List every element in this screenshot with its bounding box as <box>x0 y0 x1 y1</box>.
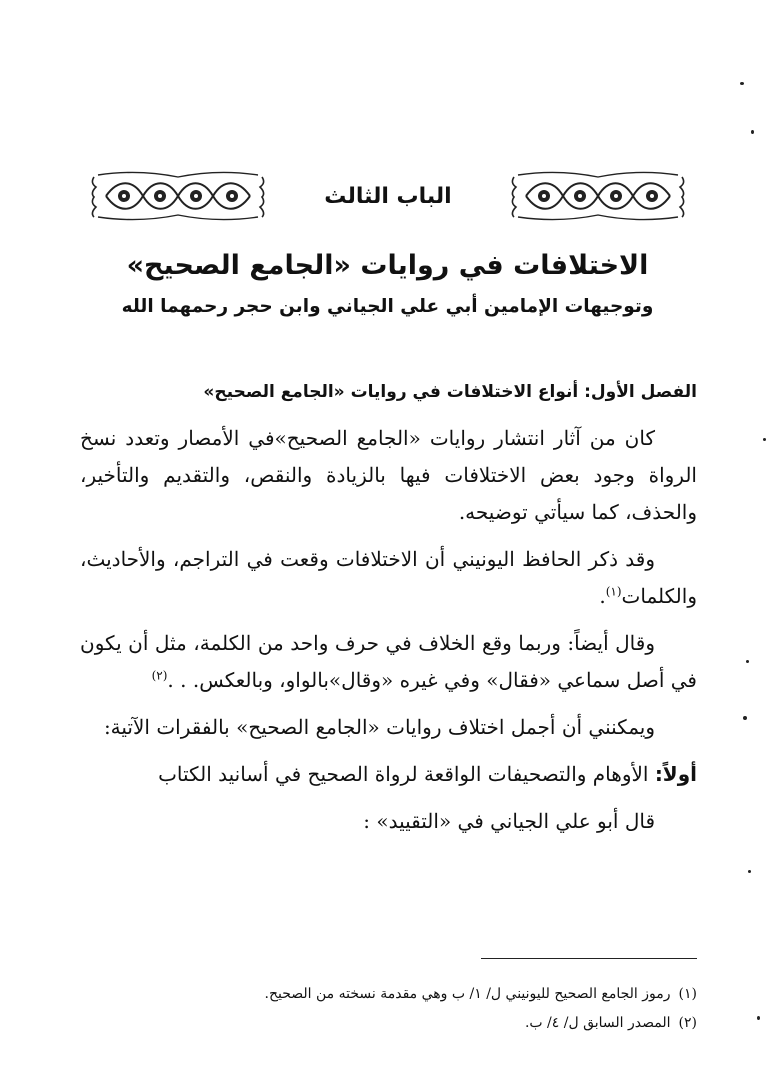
footnote-divider <box>481 958 697 959</box>
chapter-subtitle: وتوجيهات الإمامين أبي علي الجياني وابن حجر رحمهما الله <box>121 296 654 317</box>
paragraph-2 <box>80 541 697 615</box>
scan-speck <box>746 660 749 663</box>
paragraph-5 <box>80 756 697 793</box>
left-ornament-icon <box>88 171 268 221</box>
scan-speck <box>740 82 744 85</box>
paragraph-2-end: . <box>599 584 606 608</box>
scan-speck <box>748 870 751 873</box>
footnote-ref-2: (٢) <box>151 668 168 683</box>
footnote-item <box>80 1009 697 1038</box>
scan-speck <box>763 438 766 441</box>
paragraph-2-text: وقد ذكر الحافظ اليونيني أن الاختلافات وقعت في التراجم، والأحاديث، والكلمات <box>80 547 697 608</box>
footnote-ref-1: (١) <box>605 584 622 599</box>
footnote-text: رموز الجامع الصحيح لليونيني ل/ ١/ ب وهي مقدمة نسخته من الصحيح. <box>264 986 671 1002</box>
scan-speck <box>751 130 754 134</box>
paragraph-5-lead: أولاً: <box>654 762 697 786</box>
paragraph-3-text: وقال أيضاً: وربما وقع الخلاف في حرف واحد من الكلمة، مثل أن يكون في أصل سماعي «فقال» وفي غيره «وقال»بالواو، وبالعكس. . . <box>80 631 697 692</box>
paragraph-4: ويمكنني أن أجمل اختلاف روايات «الجامع الصحيح» بالفقرات الآتية: <box>103 715 655 739</box>
chapter-label: الباب الثالث <box>324 183 452 209</box>
section-heading: الفصل الأول: أنواع الاختلافات في روايات «الجامع الصحيح» <box>203 382 697 402</box>
chapter-title: الاختلافات في روايات «الجامع الصحيح» <box>126 250 649 281</box>
footnote-number: (١) <box>678 986 697 1002</box>
scan-speck <box>743 716 747 720</box>
scan-speck <box>757 1016 760 1020</box>
paragraph-6: قال أبو علي الجياني في «التقييد» : <box>363 809 655 833</box>
footnotes <box>80 980 697 1038</box>
paragraph-5-text: الأوهام والتصحيفات الواقعة لرواة الصحيح في أسانيد الكتاب <box>158 762 655 786</box>
paragraph-1: كان من آثار انتشار روايات «الجامع الصحيح»في الأمصار وتعدد نسخ الرواة وجود بعض الاختلافات فيها بالزيادة والنقص، والتقديم والتأخير، والحذف، كما سيأتي توضيحه. <box>80 426 697 524</box>
footnote-text: المصدر السابق ل/ ٤/ ب. <box>524 1015 671 1031</box>
chapter-header <box>88 168 688 224</box>
footnote-number: (٢) <box>678 1015 697 1031</box>
paragraph-3 <box>80 625 697 699</box>
right-ornament-icon <box>508 171 688 221</box>
footnote-item <box>80 980 697 1009</box>
body-text <box>80 420 697 850</box>
